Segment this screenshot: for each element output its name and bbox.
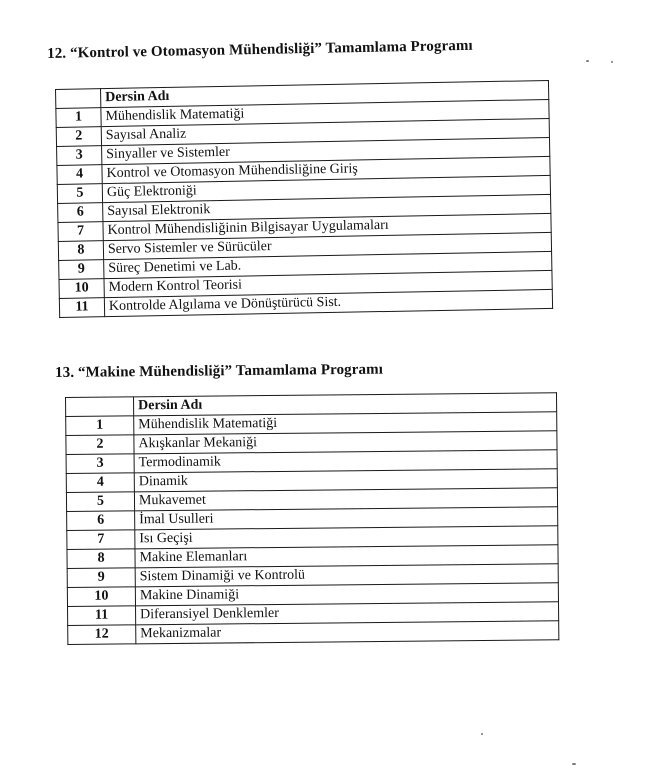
row-number: 5 [66, 492, 134, 512]
row-number: 8 [67, 549, 135, 569]
course-name: Sinyaller ve Sistemler [102, 137, 550, 164]
course-name: Dinamik [134, 469, 557, 492]
scan-speck [611, 61, 613, 63]
column-header-dersin-adi: Dersin Adı [101, 80, 549, 107]
course-name: Sayısal Elektronik [103, 194, 551, 221]
course-name: Güç Elektroniği [102, 175, 550, 202]
scan-speck [572, 763, 576, 765]
row-number: 7 [58, 222, 103, 242]
row-number: 5 [57, 184, 102, 204]
row-number: 2 [66, 435, 134, 455]
course-name: Makine Dinamiği [135, 583, 558, 606]
row-number: 3 [57, 146, 102, 166]
row-number: 10 [67, 587, 135, 607]
row-number: 4 [57, 165, 102, 185]
course-name: Isı Geçişi [135, 526, 558, 549]
section-title-makine: 13. “Makine Mühendisliği” Tamamlama Programı [55, 361, 384, 381]
scan-speck [481, 733, 483, 735]
row-number: 1 [66, 416, 134, 436]
row-number: 7 [67, 530, 135, 550]
course-name: Termodinamik [134, 450, 557, 473]
row-number: 10 [59, 279, 104, 299]
course-name: Sayısal Analiz [101, 118, 549, 145]
course-name: Mukavemet [134, 488, 557, 511]
row-number: 6 [67, 511, 135, 531]
course-name: Süreç Denetimi ve Lab. [104, 251, 552, 278]
header-number-cell [66, 397, 134, 417]
row-number: 1 [56, 108, 101, 128]
course-name: Kontrol Mühendisliğinin Bilgisayar Uygulamaları [103, 213, 551, 240]
table-row [68, 621, 559, 645]
course-table-kontrol-otomasyon [55, 80, 553, 318]
course-name: Servo Sistemler ve Sürücüler [103, 232, 551, 259]
row-number: 9 [67, 568, 135, 588]
course-name: Kontrolde Algılama ve Dönüştürücü Sist. [104, 289, 552, 316]
header-number-cell [56, 89, 101, 109]
course-name: Modern Kontrol Teorisi [104, 270, 552, 297]
course-name: Akışkanlar Mekaniği [134, 431, 557, 454]
course-name: Sistem Dinamiği ve Kontrolü [135, 564, 558, 587]
section-title-kontrol-otomasyon: 12. “Kontrol ve Otomasyon Mühendisliği” Tamamlama Programı [47, 37, 473, 62]
course-name: Mühendislik Matematiği [101, 99, 549, 126]
course-name: Kontrol ve Otomasyon Mühendisliğine Giriş [102, 156, 550, 183]
course-name: Makine Elemanları [135, 545, 558, 568]
course-name: Mekanizmalar [136, 621, 559, 644]
course-table-makine [65, 392, 559, 645]
course-name: İmal Usulleri [135, 507, 558, 530]
row-number: 11 [59, 298, 104, 318]
row-number: 9 [59, 260, 104, 280]
row-number: 2 [56, 127, 101, 147]
course-name: Mühendislik Matematiği [134, 412, 557, 435]
row-number: 8 [58, 241, 103, 261]
row-number: 3 [66, 454, 134, 474]
course-name: Diferansiyel Denklemler [136, 602, 559, 625]
column-header-dersin-adi: Dersin Adı [134, 393, 557, 416]
scan-speck [586, 60, 589, 62]
row-number: 6 [58, 203, 103, 223]
row-number: 12 [68, 625, 136, 645]
row-number: 11 [68, 606, 136, 626]
row-number: 4 [66, 473, 134, 493]
